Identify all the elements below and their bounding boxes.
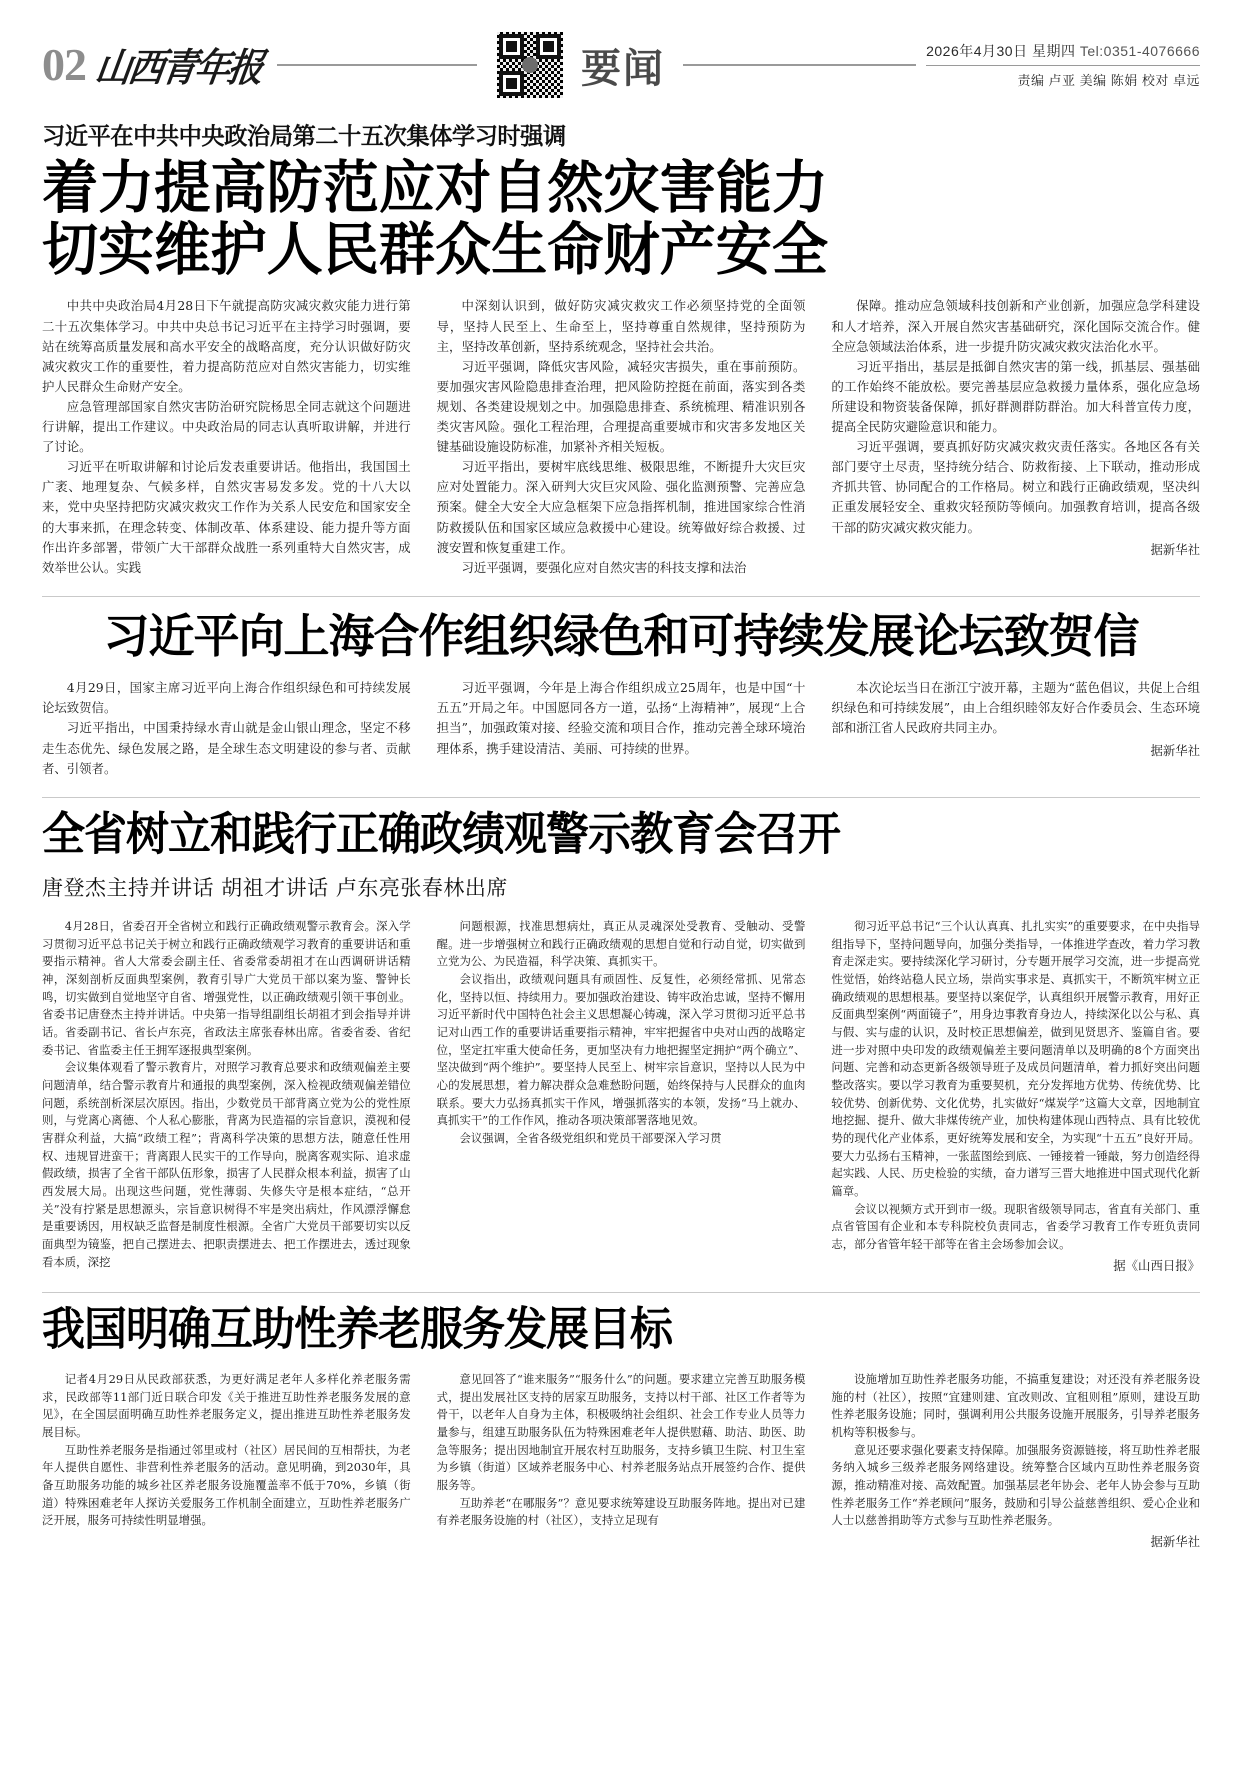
- paragraph: 会议集体观看了警示教育片，对照学习教育总要求和政绩观偏差主要问题清单，结合警示教育片和通报的典型案例，深入检视政绩观偏差错位问题，系统剖析深层次原因。指出，少数党员干部背离立党为公的党性原则，与党离心离德、个人私心膨胀，背离为民造福的宗旨意识，漠视和侵害群众利益，大搞“政绩工程”；背离科学决策的思想方法，随意任性用权、违规冒进蛮干；背离跟人民实干的工作导向，脱离客观实际、追求虚假政绩，损害了全省干部队伍形象，损害了人民群众根本利益，损害了山西发展大局。出现这些问题，党性薄弱、失修失守是根本症结，“总开关”没有拧紧是思想源头，宗旨意识树得不牢是突出病灶，作风漂浮懈怠是重要诱因，用权缺乏监督是制度性根源。全省广大党员干部要切实以反面典型为镜鉴，把自己摆进去、把职责摆进去、把工作摆进去，透过现象看本质，深挖: [42, 1060, 411, 1269]
- article-headline: 全省树立和践行正确政绩观警示教育会召开: [42, 807, 840, 861]
- column-body: [42, 918, 411, 1271]
- column-body: [831, 1371, 1200, 1530]
- paragraph: 意见还要求强化要素支持保障。加强服务资源链接，将互助性养老服务纳入城乡三级养老服务网络建设。统筹整合区域内互助性养老服务资源，推动精准对接、高效配置。加强基层老年协会、老年人协会参与互助性养老服务工作“养老顾问”服务，鼓励和引导公益慈善组织、爱心企业和人士以慈善捐助等方式参与互助性养老服务。: [831, 1442, 1201, 1528]
- article-column: [831, 296, 1200, 577]
- article-column: [831, 678, 1200, 778]
- column-body: [831, 678, 1200, 738]
- column-body: [437, 918, 806, 1148]
- masthead-meta: [926, 41, 1200, 89]
- article-columns: [42, 1371, 1200, 1550]
- article-column: [437, 296, 806, 577]
- masthead-date-line: [926, 41, 1200, 66]
- article-columns: [42, 296, 1200, 577]
- page-number: 02: [42, 39, 86, 90]
- paragraph: 习近平强调，要强化应对自然灾害的科技支撑和法治: [461, 559, 747, 575]
- paragraph: 彻习近平总书记“三个认认真真、扎扎实实”的重要要求，在中央指导组指导下，坚持问题导向，加强分类指导，一体推进学查改，着力学习教育走深走实。要持续深化学习研讨，分专题开展学习交流，进一步提高党性觉悟，始终站稳人民立场，崇尚实事求是、真抓实干，不断筑牢树立正确政绩观的思想根基。要坚持以案促学，认真组织开展警示教育，用好正反面典型案例“两面镜子”，用身边事教育身边人，持续深化以公与私、真与假、实与虚的认识，及时校正思想偏差，做到见贤思齐、鉴篇自省。要进一步对照中央印发的政绩观偏差主要问题清单以及明确的8个方面突出问题、完善和动态更新各级领导班子及成员问题清单，着力抓好突出问题整改落实。要以学习教育为重要契机，充分发挥地方优势、传统优势、比较优势、创新优势、文化优势，扎实做好“煤炭学”这篇大文章，因地制宜地挖掘、提升、做大非煤传统产业，加快构建体现山西特点、具有比较优势的现代化产业体系，更好统筹发展和安全，为实现“十五五”良好开局。要大力弘扬右玉精神，一张蓝图绘到底、一锤接着一锤敲，努力创造经得起实践、人民、历史检验的实绩，奋力谱写三晋大地推进中国式现代化新篇章。: [831, 918, 1201, 1198]
- masthead-staff-line: 责编 卢亚 美编 陈娟 校对 卓远: [1017, 73, 1200, 88]
- paragraph: 设施增加互助性养老服务功能，不搞重复建设；对还没有养老服务设施的村（社区），按照“宜建则建、宜改则改、宜租则租”原则，建设互助性养老服务设施；同时，强调利用公共服务设施开展服务，引导养老服务机构等积极参与。: [831, 1371, 1201, 1439]
- article-column: [437, 918, 806, 1274]
- article-source: 据新华社: [1150, 541, 1201, 557]
- masthead-rule-right: [683, 64, 916, 66]
- article-column: [42, 296, 411, 577]
- article-elderly-care: [42, 1302, 1201, 1550]
- column-body: [831, 918, 1200, 1254]
- article-columns: [42, 918, 1200, 1274]
- masthead-rule-left: [277, 64, 477, 66]
- article-headline: 我国明确互助性养老服务发展目标: [42, 1302, 672, 1356]
- paragraph: 互助性养老服务是指通过邻里或村（社区）居民间的互相帮扶，为老年人提供自愿性、非营利性养老服务的活动。意见明确，到2030年，具备互助服务功能的城乡社区养老服务设施覆盖率不低于70%，乡镇（街道）特殊困难老年人探访关爱服务工作机制全面建立，互助性养老服务广泛开展，服务可持续性明显增强。: [42, 1442, 411, 1528]
- paragraph: 问题根源，找准思想病灶，真正从灵魂深处受教育、受触动、受警醒。进一步增强树立和践行正确政绩观的思想自觉和行动自觉，切实做到立党为公、为民造福，科学决策、真抓实干。: [436, 918, 806, 969]
- article-columns: [42, 678, 1200, 778]
- paragraph: 习近平指出，中国秉持绿水青山就是金山银山理念，坚定不移走生态优先、绿色发展之路，是全球生态文明建设的参与者、贡献者、引领者。: [42, 720, 411, 776]
- section-title: 要闻: [581, 44, 666, 92]
- section-divider: [42, 596, 1200, 597]
- paragraph: 4月28日，省委召开全省树立和践行正确政绩观警示教育会。深入学习贯彻习近平总书记关于树立和践行正确政绩观学习教育的重要讲话和重要指示精神。省人大常委会副主任、省委常委胡祖才在山西调研讲话精神，深刻剖析反面典型案例，教育引导广大党员干部以案为鉴、警钟长鸣，切实做到自觉地坚守自省、增强党性，以正确政绩观引领干事创业。省委书记唐登杰主持并讲话。中央第一指导组副组长胡祖才到会指导并讲话。省委副书记、省长卢东亮，省政法主席张春林出席。省委省委、省纪委书记、省监委主任王拥军逐报典型案例。: [42, 918, 411, 1057]
- article-column: [831, 918, 1200, 1274]
- article-headline: [42, 154, 1200, 283]
- publication-date: 2026年4月30日 星期四: [926, 43, 1076, 59]
- paragraph: 中共中央政治局4月28日下午就提高防灾减灾救灾能力进行第二十五次集体学习。中共中央总书记习近平在主持学习时强调，要站在统筹高质量发展和高水平安全的战略高度，充分认识做好防灾减灾救灾工作的重要性，着力提高防范应对自然灾害能力，切实维护人民群众生命财产安全。: [42, 298, 411, 394]
- paragraph: 会议以视频方式开到市一级。现职省级领导同志，省直有关部门、重点省管国有企业和本专科院校负责同志，省委学习教育工作专班负责同志，部分省管年轻干部等在省主会场参加会议。: [831, 1201, 1201, 1252]
- article-sco-forum: [42, 608, 1201, 779]
- contact-telephone: Tel:0351-4076666: [1079, 43, 1200, 59]
- article-provincial-meeting: [42, 807, 1201, 1274]
- qr-center-logo: [522, 57, 538, 73]
- column-body: [437, 678, 806, 758]
- paragraph: 本次论坛当日在浙江宁波开幕，主题为“蓝色倡议，共促上合组织绿色和可持续发展”，由上合组织睦邻友好合作委员会、生态环境部和浙江省人民政府共同主办。: [831, 680, 1201, 736]
- section-divider: [42, 797, 1200, 798]
- paragraph: 会议强调，全省各级党组织和党员干部要深入学习贯: [459, 1130, 722, 1145]
- paragraph: 记者4月29日从民政部获悉，为更好满足老年人多样化养老服务需求，民政部等11部门近日联合印发《关于推进互助性养老服务发展的意见》，在全国层面明确互助性养老服务定义，提出推进互助性养老服务发展目标。: [42, 1371, 411, 1439]
- column-body: [42, 1371, 411, 1530]
- article-column: [42, 678, 411, 778]
- column-body: [437, 1371, 806, 1530]
- article-lead: [42, 122, 1200, 578]
- paper-logo: 山西青年报: [92, 45, 264, 91]
- column-body: [437, 296, 806, 577]
- paragraph: 应急管理部国家自然灾害防治研究院杨思全同志就这个问题进行讲解，提出工作建议。中央政治局的同志认真听取讲解，并进行了讨论。: [42, 398, 411, 455]
- paragraph: 意见回答了“谁来服务”“服务什么”的问题。要求建立完善互助服务模式，提出发展社区支持的居家互助服务，支持以村干部、社区工作者等为骨干，以老年人自身为主体，积极吸纳社会组织、社会工作专业人员等力量参与，组建互助服务队伍为特殊困难老年人提供慰藉、助洁、助医、助急等服务；提出因地制宜开展农村互助服务，支持乡镇卫生院、村卫生室为乡镇（街道）区域养老服务中心、村养老服务站点开展签约合作、提供服务等。: [436, 1371, 806, 1492]
- qr-code-icon[interactable]: [497, 32, 563, 98]
- paragraph: 习近平强调，降低灾害风险，减轻灾害损失，重在事前预防。要加强灾害风险隐患排查治理，把风险防控挺在前面，落实到各类规划、各类建设规划之中。加强隐患排查、系统梳理、精准识别各类灾害风险。强化工程治理，合理提高重要城市和灾害多发地区关键基础设施设防标准，加紧补齐相关短板。: [436, 358, 806, 455]
- article-column: [42, 1371, 411, 1550]
- paragraph: 习近平强调，今年是上海合作组织成立25周年，也是中国“十五五”开局之年。中国愿同各方一道，弘扬“上海精神”，展现“上合担当”，加强政策对接、经验交流和项目合作，推动完善全球环境治理体系，携手建设清洁、美丽、可持续的世界。: [436, 680, 806, 756]
- article-column: [831, 1371, 1200, 1550]
- article-source: 据新华社: [1150, 742, 1201, 758]
- paragraph: 保障。推动应急领域科技创新和产业创新，加强应急学科建设和人才培养，深入开展自然灾害基础研究，深化国际交流合作。健全应急领域法治体系，进一步提升防灾减灾救灾法治化水平。: [831, 298, 1201, 354]
- paragraph: 习近平强调，要真抓好防灾减灾救灾责任落实。各地区各有关部门要守土尽责，坚持统分结合、防救衔接、上下联动，推动形成齐抓共管、协同配合的工作格局。树立和践行正确政绩观，坚决纠正重发展轻安全、重救灾轻预防等倾向。加强教育培训，提高各级干部的防灾减灾救灾能力。: [831, 439, 1201, 535]
- paragraph: 习近平指出，基层是抵御自然灾害的第一线，抓基层、强基础的工作始终不能放松。要完善基层应急救援力量体系，强化应急场所建设和物资装备保障，抓好群测群防群治。加大科普宣传力度，提高全民防灾避险意识和能力。: [831, 358, 1201, 435]
- article-headline: 习近平向上海合作组织绿色和可持续发展论坛致贺信: [103, 608, 1139, 663]
- column-body: [42, 296, 411, 577]
- paragraph: 4月29日，国家主席习近平向上海合作组织绿色和可持续发展论坛致贺信。: [42, 680, 411, 716]
- section-divider: [42, 1292, 1200, 1293]
- article-source: 据《山西日报》: [1113, 1257, 1201, 1273]
- article-column: [437, 1371, 806, 1550]
- masthead: [42, 0, 1200, 108]
- paragraph: 会议指出，政绩观问题具有顽固性、反复性，必须经常抓、见常态化，坚持以恒、持续用力。要加强政治建设、铸牢政治忠诚，坚持不懈用习近平新时代中国特色社会主义思想凝心铸魂，深入学习贯彻习近平总书记对山西工作的重要讲话重要指示精神，牢牢把握省中央对山西的战略定位，坚定扛牢重大使命任务，更加坚决有力地把握坚定拥护“两个确立”、坚决做到“两个维护”。要坚持人民至上、树牢宗旨意识，坚持以人民为中心的发展思想，着力解决群众急难愁盼问题，始终保持与人民群众的血肉联系。要大力弘扬真抓实干作风，增强抓落实的本领，发扬“马上就办、真抓实干”的工作作风，推动各项决策部署落地见效。: [436, 971, 806, 1128]
- article-column: [437, 678, 806, 778]
- paragraph: 习近平在听取讲解和讨论后发表重要讲话。他指出，我国国土广袤、地理复杂、气候多样，自然灾害易发多发。党的十八大以来，党中央坚持把防灾减灾救灾工作作为关系人民安危和国家安全的大事来抓，在理念转变、体制改革、体系建设、能力提升等方面作出许多部署，带领广大干部群众战胜一系列重特大自然灾害，成效举世公认。实践: [42, 459, 411, 575]
- qr-finder-bottom-left: [499, 71, 524, 96]
- paragraph: 中深刻认识到，做好防灾减灾救灾工作必须坚持党的全面领导，坚持人民至上、生命至上，坚持尊重自然规律，坚持预防为主，坚持改革创新，坚持系统观念，坚持社会共治。: [436, 298, 806, 354]
- headline-line-2: 切实维护人民群众生命财产安全: [42, 215, 829, 283]
- paragraph: 习近平指出，要树牢底线思维、极限思维，不断提升大灾巨灾应对处置能力。深入研判大灾巨灾风险、强化监测预警、完善应急预案。健全大安全大应急框架下应急指挥机制，推进国家综合性消防救援队伍和国家区域应急救援中心建设。统筹做好综合救援、过渡安置和恢复重建工作。: [436, 459, 806, 555]
- article-subhead: 唐登杰主持并讲话 胡祖才讲话 卢东亮张春林出席: [42, 875, 508, 900]
- column-body: [42, 678, 411, 778]
- article-source: 据新华社: [1150, 1533, 1201, 1549]
- headline-line-1: 着力提高防范应对自然灾害能力: [42, 154, 829, 222]
- article-column: [42, 918, 411, 1274]
- column-body: [831, 296, 1200, 537]
- article-kicker: 习近平在中共中央政治局第二十五次集体学习时强调: [42, 122, 566, 150]
- paragraph: 互助养老“在哪服务”？意见要求统筹建设互助服务阵地。提出对已建有养老服务设施的村（社区），支持立足现有: [436, 1495, 806, 1528]
